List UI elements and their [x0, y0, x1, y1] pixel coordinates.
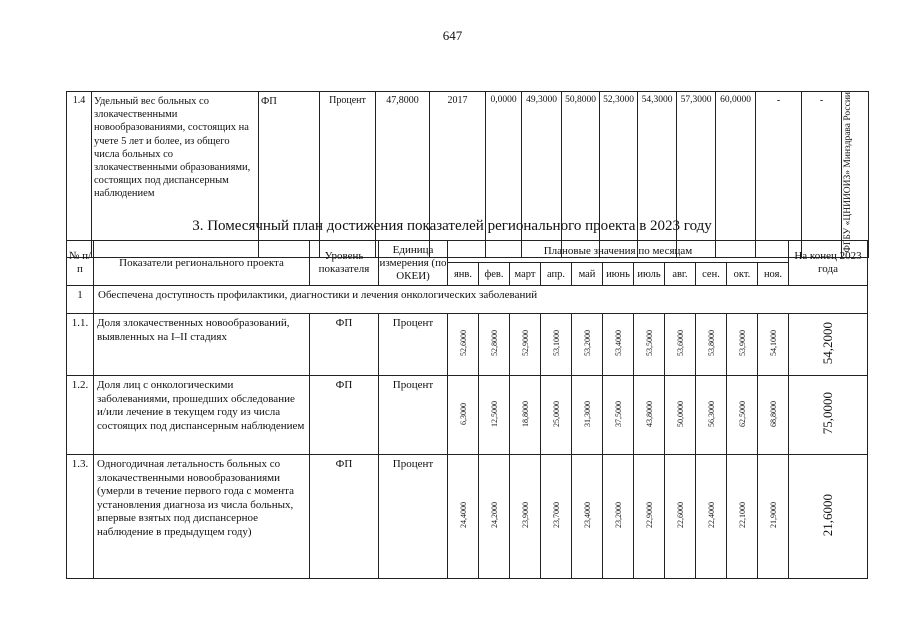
row-number: 1.2. — [67, 376, 94, 455]
month-value-cell — [696, 314, 727, 376]
month-value: 50,0000 — [675, 400, 685, 427]
month-value: 23,2000 — [613, 502, 623, 528]
month-value-cell — [634, 376, 665, 455]
month-value: 54,1000 — [768, 330, 778, 356]
month-value: 53,2000 — [582, 330, 592, 356]
month-value-cell — [758, 376, 789, 455]
month-value: 23,9000 — [520, 502, 530, 528]
section-number: 1 — [67, 286, 94, 314]
end-of-year-cell — [789, 314, 868, 376]
table-row — [67, 314, 868, 376]
month-value-cell — [727, 376, 758, 455]
base-value-cell: 47,8000 — [376, 92, 430, 258]
month-value-cell — [479, 376, 510, 455]
month-value-cell — [665, 455, 696, 579]
month-value: 62,5000 — [737, 400, 747, 427]
value-cell: 54,3000 — [638, 92, 677, 258]
month-header: июль — [634, 263, 665, 286]
month-header: май — [572, 263, 603, 286]
month-value: 37,5000 — [613, 400, 623, 427]
month-value: 21,9000 — [768, 502, 778, 528]
month-header: апр. — [541, 263, 572, 286]
month-value-cell — [696, 376, 727, 455]
level-cell: ФП — [259, 92, 320, 258]
unit-cell: Процент — [379, 314, 448, 376]
month-value-cell — [448, 455, 479, 579]
value-cell: 0,0000 — [486, 92, 522, 258]
month-value-cell — [510, 376, 541, 455]
month-value: 53,6000 — [675, 330, 685, 356]
month-value-cell — [572, 314, 603, 376]
month-value: 12,5000 — [489, 400, 499, 427]
month-value: 53,1000 — [551, 330, 561, 356]
month-header: ноя. — [758, 263, 789, 286]
month-header: июнь — [603, 263, 634, 286]
header-level: Уровень показателя — [310, 241, 379, 286]
row-number: 1.4 — [67, 92, 92, 258]
indicator-text: Доля лиц с онкологическими заболеваниями, прошедших обследование и/или лечение в текущем году из числа состоящих под диспансерным наблюдением — [94, 376, 310, 455]
header-planned-values: Плановые значения по месяцам — [448, 241, 789, 263]
month-header: авг. — [665, 263, 696, 286]
header-number: № п/п — [67, 241, 94, 286]
header-indicator: Показатели регионального проекта — [94, 241, 310, 286]
row-number: 1.3. — [67, 455, 94, 579]
month-value: 68,8000 — [768, 400, 778, 427]
level-cell: ФП — [310, 376, 379, 455]
month-value: 52,6000 — [458, 330, 468, 356]
month-value-cell — [448, 314, 479, 376]
month-value-cell — [541, 376, 572, 455]
month-value-cell — [603, 455, 634, 579]
month-value: 53,5000 — [644, 330, 654, 356]
month-value: 52,8000 — [489, 330, 499, 356]
section-title: 3. Помесячный план достижения показателей регионального проекта в 2023 году — [192, 218, 712, 234]
value-cell: 50,8000 — [562, 92, 600, 258]
month-value-cell — [696, 455, 727, 579]
month-value: 18,8000 — [520, 400, 530, 427]
month-header: фев. — [479, 263, 510, 286]
month-value-cell — [572, 376, 603, 455]
month-value: 24,4000 — [458, 502, 468, 528]
end-of-year-value: 21,6000 — [820, 493, 835, 537]
month-header: янв. — [448, 263, 479, 286]
unit-cell: Процент — [320, 92, 376, 258]
indicator-text: Удельный вес больных со злокачественными новообразованиями, состоящих на учете 5 лет и более, из общего числа больных со злокачественными образованиями, состоящих под диспансерным наблюдением — [92, 92, 259, 258]
month-value-cell — [665, 376, 696, 455]
month-value-cell — [727, 314, 758, 376]
month-value: 23,7000 — [551, 502, 561, 528]
month-value: 31,3000 — [582, 400, 592, 427]
indicator-text: Одногодичная летальность больных со злокачественными новообразованиями (умерли в течение первого года с момента установления диагноза из числа больных, впервые взятых под диспансерное наблюдение в предыдущем году) — [94, 455, 310, 579]
row-number: 1.1. — [67, 314, 94, 376]
month-value: 22,9000 — [644, 502, 654, 528]
month-value-cell — [634, 455, 665, 579]
header-unit: Единица измерения (по ОКЕИ) — [379, 241, 448, 286]
month-value-cell — [510, 314, 541, 376]
end-of-year-value: 75,0000 — [820, 392, 835, 435]
month-value-cell — [665, 314, 696, 376]
month-value: 23,4000 — [582, 502, 592, 528]
header-end-of-year: На конец 2023 года — [789, 241, 868, 286]
month-value-cell — [541, 455, 572, 579]
month-value: 6,3000 — [458, 402, 468, 425]
value-cell: 60,0000 — [716, 92, 756, 258]
month-value-cell — [572, 455, 603, 579]
month-value-cell — [479, 314, 510, 376]
section-goal-text: Обеспечена доступность профилактики, диагностики и лечения онкологических заболеваний — [94, 286, 868, 314]
month-value: 25,0000 — [551, 400, 561, 427]
month-value-cell — [758, 314, 789, 376]
indicator-text: Доля злокачественных новообразований, выявленных на I–II стадиях — [94, 314, 310, 376]
month-value-cell — [479, 455, 510, 579]
month-value: 22,4000 — [706, 502, 716, 528]
month-value: 53,4000 — [613, 330, 623, 356]
month-value: 43,8000 — [644, 400, 654, 427]
level-cell: ФП — [310, 314, 379, 376]
value-cell: 49,3000 — [522, 92, 562, 258]
dash-cell: - — [802, 92, 842, 258]
dash-cell: - — [756, 92, 802, 258]
value-cell: 52,3000 — [600, 92, 638, 258]
page-number: 647 — [442, 28, 463, 43]
month-header: март — [510, 263, 541, 286]
value-cell: 57,3000 — [677, 92, 716, 258]
responsible-org: ФГБУ «ЦНИИОИЗ» Минздрава России — [843, 92, 853, 253]
month-value-cell — [603, 376, 634, 455]
month-value-cell — [541, 314, 572, 376]
base-year-cell: 2017 — [430, 92, 486, 258]
end-of-year-cell — [789, 455, 868, 579]
monthly-plan-table — [66, 240, 868, 579]
month-value-cell — [758, 455, 789, 579]
month-value-cell — [603, 314, 634, 376]
end-of-year-value: 54,2000 — [820, 321, 835, 365]
month-value: 53,8000 — [706, 330, 716, 356]
table-row — [67, 455, 868, 579]
month-value-cell — [727, 455, 758, 579]
month-value-cell — [634, 314, 665, 376]
responsible-org-cell — [842, 92, 869, 258]
unit-cell: Процент — [379, 376, 448, 455]
unit-cell: Процент — [379, 455, 448, 579]
end-of-year-cell — [789, 376, 868, 455]
month-value: 24,2000 — [489, 502, 499, 528]
month-value-cell — [510, 455, 541, 579]
month-value: 56,3000 — [706, 400, 716, 427]
month-value: 53,9000 — [737, 330, 747, 356]
month-value: 52,9000 — [520, 330, 530, 356]
level-cell: ФП — [310, 455, 379, 579]
table-row — [67, 376, 868, 455]
month-value: 22,1000 — [737, 502, 747, 528]
month-value-cell — [448, 376, 479, 455]
month-header: окт. — [727, 263, 758, 286]
month-header: сен. — [696, 263, 727, 286]
month-value: 22,6000 — [675, 502, 685, 528]
